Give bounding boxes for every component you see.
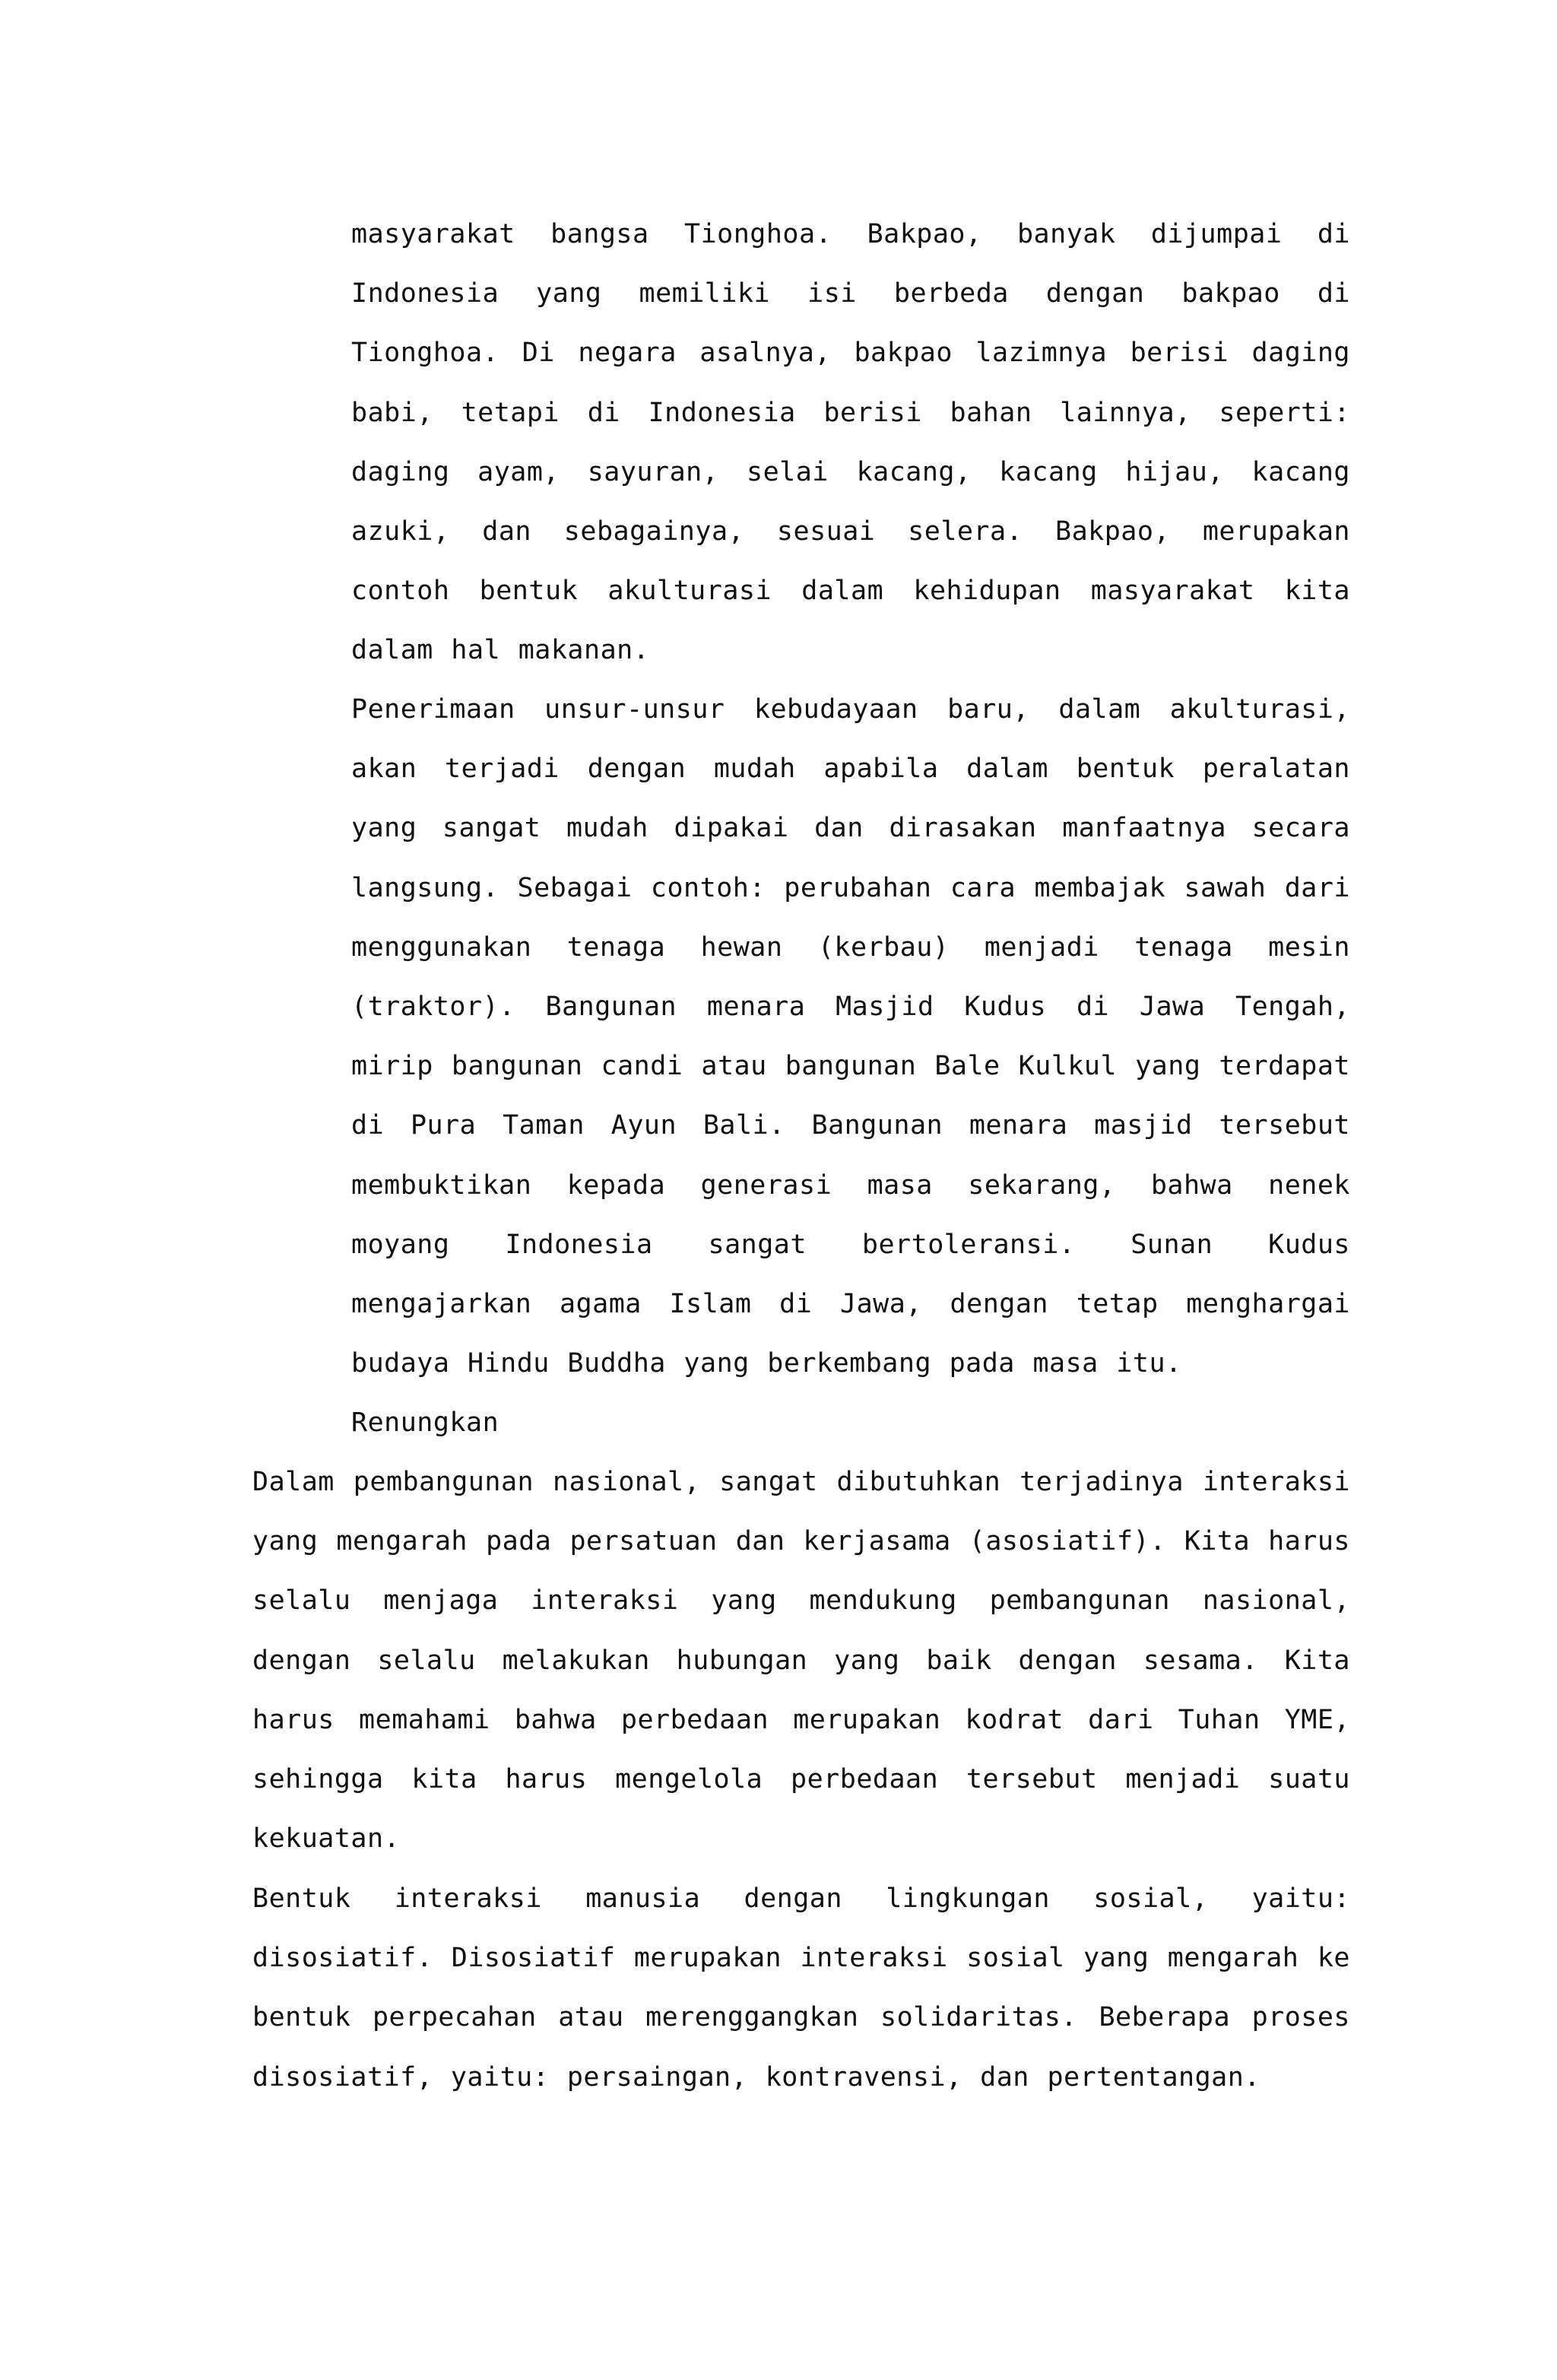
paragraph-pembangunan: Dalam pembangunan nasional, sangat dibutuhkan terjadinya interaksi yang mengarah pada persatuan dan kerjasama (asosiatif). Kita harus selalu menjaga interaksi yang mendukung pembangunan nasional, dengan selalu melakukan hubungan yang baik dengan sesama. Kita harus memahami bahwa perbedaan merupakan kodrat dari Tuhan YME, sehingga kita harus mengelola perbedaan tersebut menjadi suatu kekuatan. [252,1467,1350,1855]
paragraph-penerimaan: Penerimaan unsur-unsur kebudayaan baru, dalam akulturasi, akan terjadi dengan mudah apabila dalam bentuk peralatan yang sangat mudah dipakai dan dirasakan manfaatnya secara langsung. Sebagai contoh: perubahan cara membajak sawah dari menggunakan tenaga hewan (kerbau) menjadi tenaga mesin (traktor). Bangunan menara Masjid Kudus di Jawa Tengah, mirip bangunan candi atau bangunan Bale Kulkul yang terdapat di Pura Taman Ayun Bali. Bangunan menara masjid tersebut membuktikan kepada generasi masa sekarang, bahwa nenek moyang Indonesia sangat bertoleransi. Sunan Kudus mengajarkan agama Islam di Jawa, dengan tetap menghargai budaya Hindu Buddha yang berkembang pada masa itu. [351,694,1350,1379]
paragraph-disosiatif: Bentuk interaksi manusia dengan lingkungan sosial, yaitu: disosiatif. Disosiatif merupakan interaksi sosial yang mengarah ke bentuk perpecahan atau merenggangkan solidaritas. Beberapa proses disosiatif, yaitu: persaingan, kontravensi, dan pertentangan. [252,1883,1350,2093]
section-heading-renungkan: Renungkan [351,1407,499,1438]
paragraph-bakpao: masyarakat bangsa Tionghoa. Bakpao, banyak dijumpai di Indonesia yang memiliki isi berbeda dengan bakpao di Tionghoa. Di negara asalnya, bakpao lazimnya berisi daging babi, tetapi di Indonesia berisi bahan lainnya, seperti: daging ayam, sayuran, selai kacang, kacang hijau, kacang azuki, dan sebagainya, sesuai selera. Bakpao, merupakan contoh bentuk akulturasi dalam kehidupan masyarakat kita dalam hal makanan. [351,219,1350,666]
